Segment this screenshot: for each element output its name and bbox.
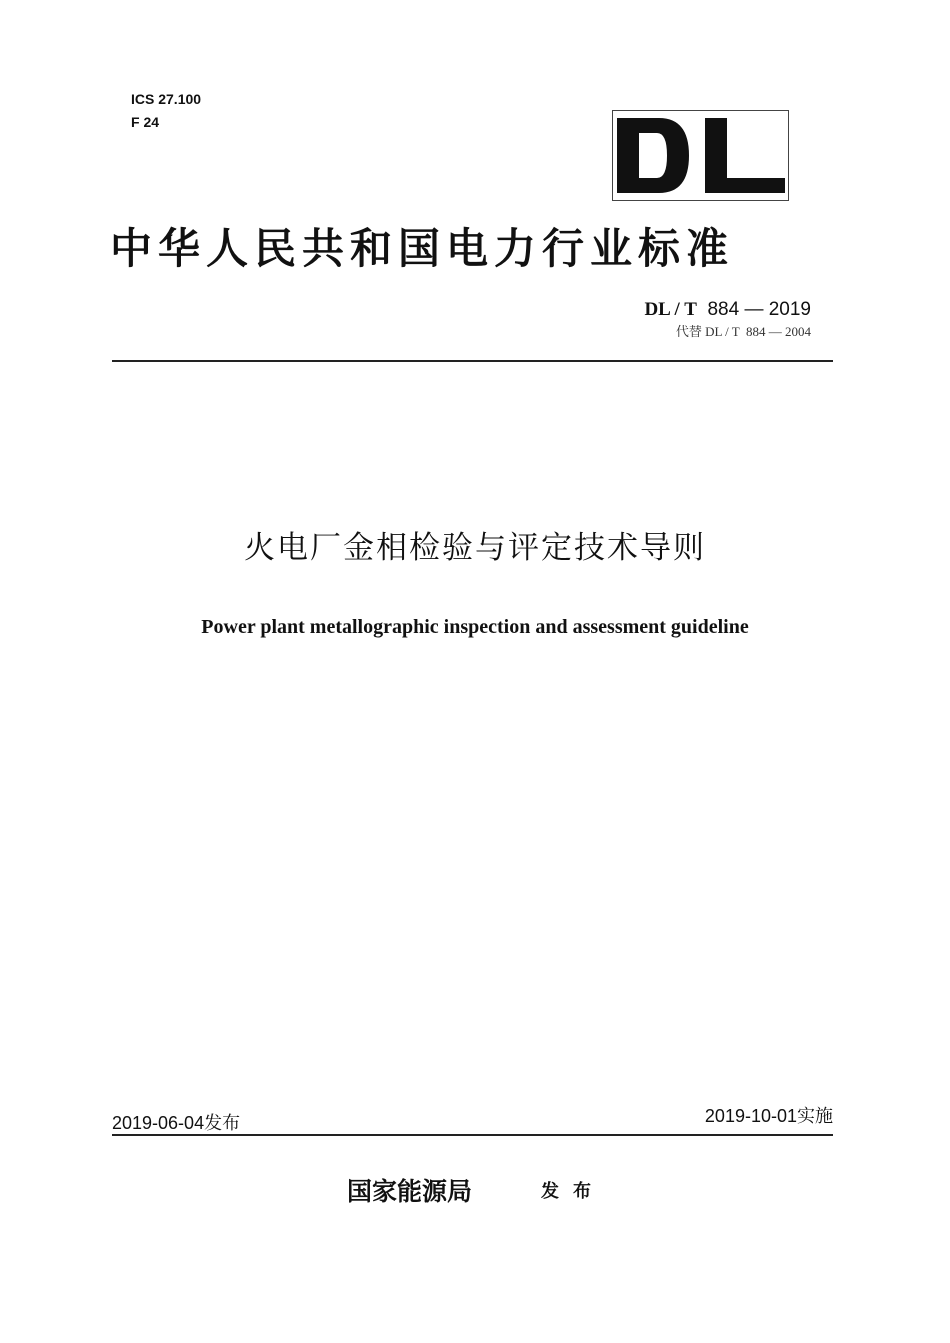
standard-prefix: DL / T [644, 299, 697, 320]
standard-code: 884 — 2019 [696, 299, 811, 320]
footer-divider [112, 1134, 833, 1136]
header-divider [112, 360, 833, 362]
ics-code: ICS 27.100 [131, 91, 202, 107]
publisher-name: 国家能源局 [347, 1177, 473, 1206]
issue-date: 2019-06-04发布 [112, 1113, 241, 1133]
implementation-date: 2019-10-01实施 [704, 1106, 833, 1126]
publish-label: 发布 [541, 1181, 605, 1202]
dl-logo-icon [613, 111, 788, 200]
document-title-cn: 火电厂金相检验与评定技术导则 [244, 530, 706, 566]
replaces-standard: 代替 DL / T 884 — 2004 [675, 324, 811, 339]
dl-logo [612, 110, 789, 201]
standard-number [644, 298, 811, 322]
industry-standard-title: 中华人民共和国电力行业标准 [110, 224, 735, 273]
document-title-en: Power plant metallographic inspection and assessment guideline [201, 616, 749, 638]
ccs-code: F 24 [131, 114, 160, 130]
